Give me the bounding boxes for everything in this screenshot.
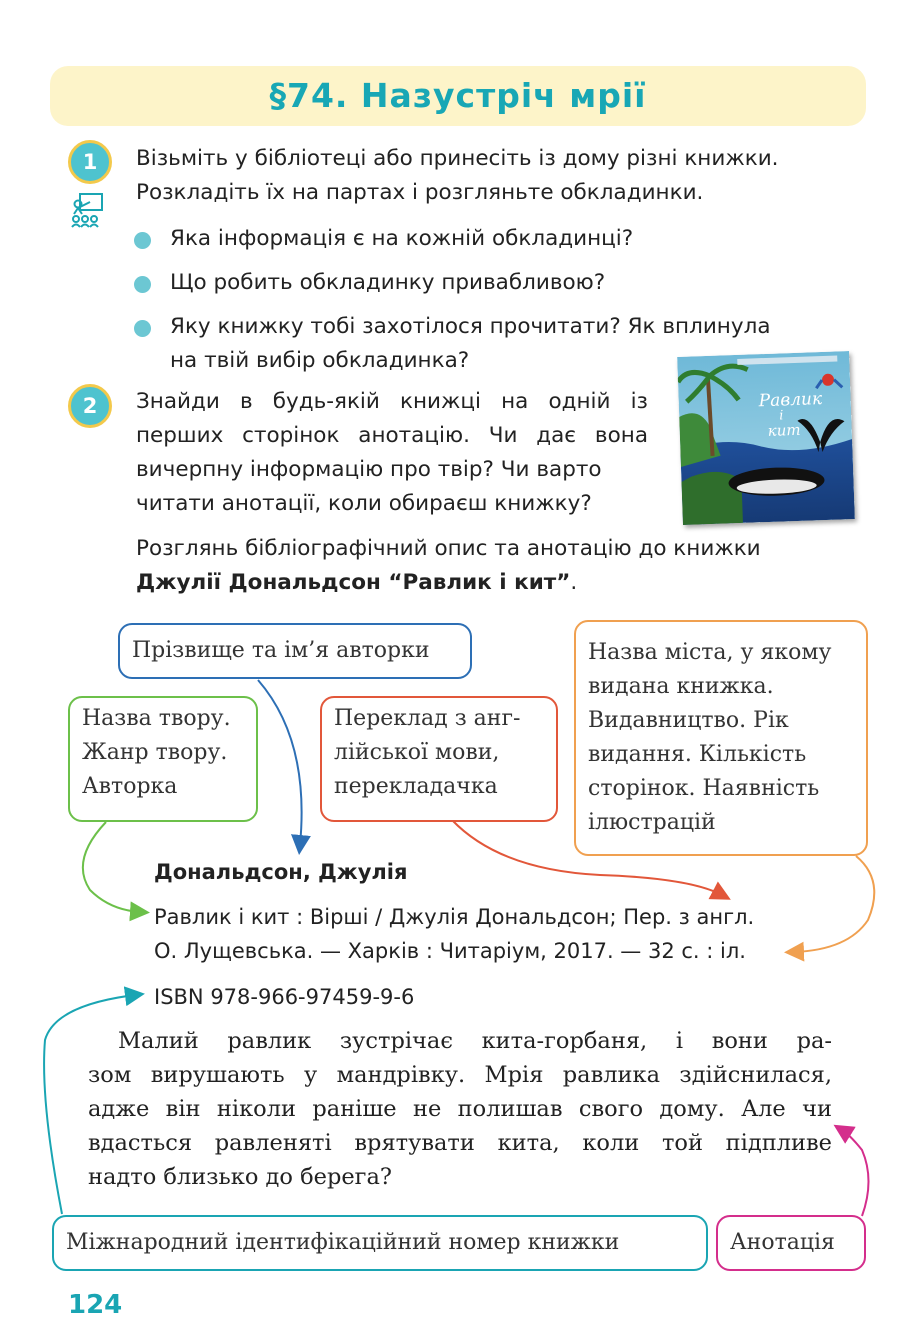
- callout-isbn: Міжнародний ідентифікаційний номер книжки: [52, 1215, 708, 1271]
- task2-line3: вичерпну інформацію про твір? Чи варто: [136, 457, 602, 482]
- task1-line1: Візьміть у бібліотеці або принесіть із дому різні книжки.: [136, 146, 779, 171]
- callout-author: Прізвище та ім’я авторки: [118, 623, 472, 679]
- annotation-line2: зом вирушають у мандрівку. Мрія равлика здійснилася,: [88, 1062, 832, 1088]
- intro-line2: Джулії Дональдсон “Равлик і кит”.: [136, 570, 578, 595]
- task1-line2: Розкладіть їх на партах і розгляньте обкладинки.: [136, 180, 704, 205]
- svg-text:кит: кит: [767, 420, 801, 440]
- annotation-line1: Малий равлик зустрічає кита-горбаня, і вони ра-: [118, 1028, 832, 1054]
- question-2: Що робить обкладинку привабливою?: [170, 270, 606, 295]
- page-title: §74. Назустріч мрії: [269, 76, 647, 115]
- task2-line1: Знайди в будь-якій книжці на одній із: [136, 389, 648, 414]
- arrow-annotation: [842, 1130, 869, 1216]
- question-1: Яка інформація є на кожній обкладинці?: [170, 226, 634, 251]
- bib-isbn: ISBN 978-966-97459-9-6: [154, 985, 415, 1009]
- question-3-continued: на твій вибір обкладинка?: [170, 348, 470, 373]
- annotation-line3: адже він ніколи раніше не полишав свого дому. Але чи: [88, 1096, 832, 1122]
- arrow-publisher: [794, 856, 874, 952]
- task-number-badge: 2: [68, 384, 112, 428]
- task-number-badge: 1: [68, 140, 112, 184]
- callout-translation: Переклад з анг- лійської мови, перекладачка: [320, 696, 558, 822]
- bib-author: Дональдсон, Джулія: [154, 860, 408, 884]
- page-number: 124: [68, 1290, 123, 1320]
- question-3: Яку книжку тобі захотілося прочитати? Як вплинула: [170, 314, 771, 339]
- bib-line1: Равлик і кит : Вірші / Джулія Дональдсон; Пер. з англ.: [154, 905, 755, 929]
- cover-title: Равлик: [758, 389, 823, 412]
- task2-line2: перших сторінок анотацію. Чи дає вона: [136, 423, 648, 448]
- intro-line1: Розглянь бібліографічний опис та анотацію до книжки: [136, 536, 761, 561]
- callout-publisher: Назва міста, у якому видана книжка. Видавництво. Рік видання. Кількість сторінок. Наявність ілюстрацій: [574, 620, 868, 856]
- book-reference: Джулії Дональдсон “Равлик і кит”: [136, 570, 571, 595]
- annotation-line4: вдасться равленяті врятувати кита, коли той підпливе: [88, 1130, 832, 1156]
- svg-text:і: і: [778, 408, 784, 424]
- callout-title-genre: Назва твору. Жанр твору. Авторка: [68, 696, 258, 822]
- arrow-title-genre: [83, 822, 140, 912]
- task2-line4: читати анотації, коли обираєш книжку?: [136, 491, 592, 516]
- annotation-line5: надто близько до берега?: [88, 1164, 392, 1190]
- bib-line2: О. Лущевська. — Харків : Читаріум, 2017. — 32 с. : іл.: [154, 939, 746, 963]
- arrow-author: [258, 680, 302, 845]
- callout-annotation: Анотація: [716, 1215, 866, 1271]
